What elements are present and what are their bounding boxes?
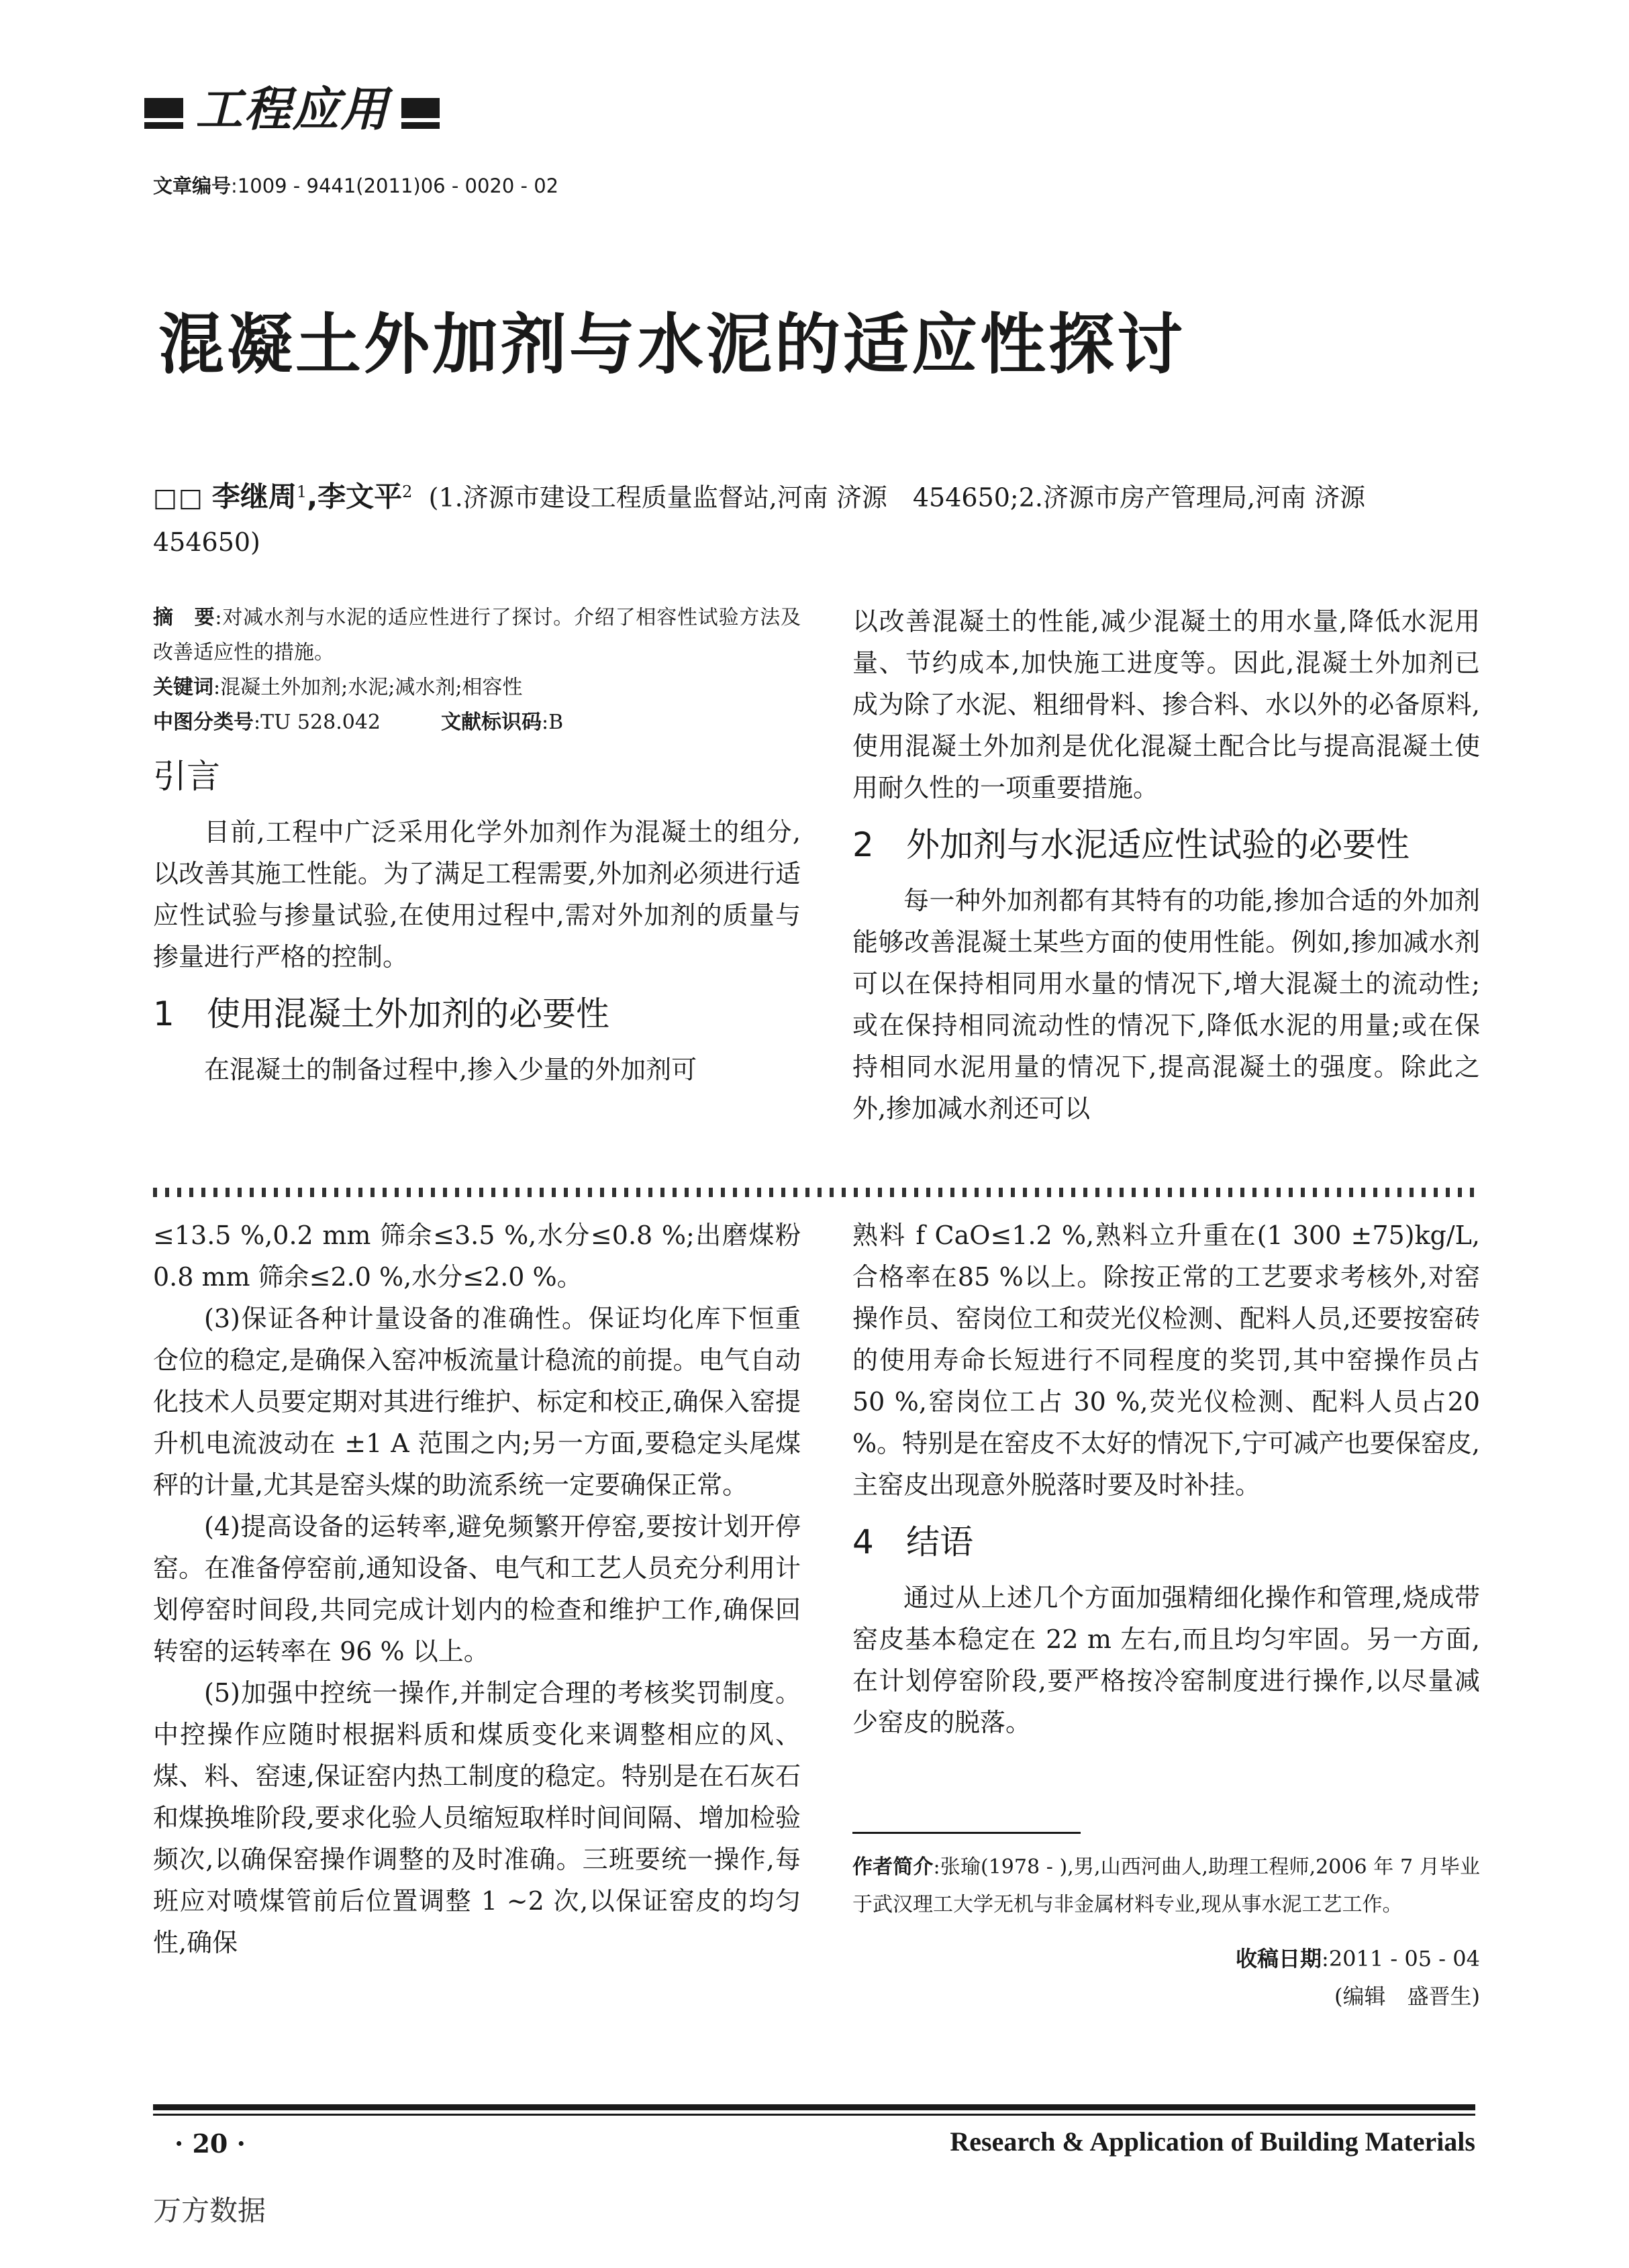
right-top-text: 以改善混凝土的性能,减少混凝土的用水量,降低水泥用量、节约成本,加快施工进度等。因此,混凝土外加剂已成为除了水泥、粗细骨料、掺合料、水以外的必备原料,使用混凝土外加剂是优化混凝土配合比与提高混凝土使用耐久性的一项重要措施。: [852, 607, 1480, 803]
heading-section-1: 1 使用混凝土外加剂的必要性: [153, 994, 609, 1033]
page-number: · 20 ·: [175, 2128, 246, 2159]
classification: 中图分类号:TU 528.042 文献标识码:B: [153, 711, 564, 734]
abstract: 摘 要:对减水剂与水泥的适应性进行了探讨。介绍了相容性试验方法及改善适应性的措施。: [153, 606, 801, 664]
lower-left-p2: (4)提高设备的运转率,避免频繁开停窑,要按计划开停窑。在准备停窑前,通知设备、电气和工艺人员充分利用计划停窑时间段,共同完成计划内的检查和维护工作,确保回转窑的运转率在 96 % 以上。: [153, 1512, 801, 1666]
lower-right-p0: 熟料 f CaO≤1.2 %,熟料立升重在(1 300 ±75)kg/L,合格率在85 %以上。除按正常的工艺要求考核外,对窑操作员、窑岗位工和荧光仪检测、配料人员,还要按窑砖的使用寿命长短进行不同程度的奖罚,其中窑操作员占 50 %,窑岗位工占 30 %,荧光仪检测、配料人员占20 %。特别是在窑皮不太好的情况下,宁可减产也要保窑皮,主窑皮出现意外脱落时要及时补挂。: [852, 1221, 1480, 1500]
upper-left-column: [153, 601, 801, 1090]
journal-name: Research & Application of Building Materials: [950, 2126, 1475, 2157]
authors-block: □□ 李继周$^1$,李文平$^2$ (1.济源市建设工程质量监督站,河南 济源 454650;2.济源市房产管理局,河南 济源 454650): [153, 480, 1391, 557]
affiliation: (1.济源市建设工程质量监督站,河南 济源 454650;2.济源市房产管理局,河南 济源 454650): [153, 482, 1391, 557]
author-name-2: ,李文平: [307, 480, 403, 513]
article-number: 文章编号:1009 - 9441(2011)06 - 0020 - 02: [153, 174, 559, 197]
lower-right-column: [852, 1215, 1480, 1743]
author-bio-block: [852, 1849, 1480, 2015]
watermark-text: 万方数据: [153, 2194, 266, 2227]
footer-rule-thick: [153, 2104, 1475, 2110]
column-header: [144, 79, 440, 140]
upper-right-column: [852, 601, 1480, 1129]
editor: (编辑 盛晋生): [1334, 1983, 1480, 2009]
bio-rule: [852, 1832, 1081, 1834]
keywords: 关键词:混凝土外加剂;水泥;减水剂;相容性: [153, 676, 523, 699]
paper-title: 混凝土外加剂与水泥的适应性探讨: [158, 306, 1186, 383]
column-label: 工程应用: [183, 81, 401, 138]
conclusion-text: 通过从上述几个方面加强精细化操作和管理,烧成带窑皮基本稳定在 22 m 左右,而且均匀牢固。另一方面,在计划停窑阶段,要严格按冷窑制度进行操作,以尽量减少窑皮的脱落。: [852, 1583, 1480, 1737]
lower-left-p1: (3)保证各种计量设备的准确性。保证均化库下恒重仓位的稳定,是确保入窑冲板流量计稳流的前提。电气自动化技术人员要定期对其进行维护、标定和校正,确保入窑提升机电流波动在 ±1 A 范围之内;另一方面,要稳定头尾煤秤的计量,尤其是窑头煤的助流系统一定要确保正常。: [153, 1304, 801, 1500]
lower-left-p3: (5)加强中控统一操作,并制定合理的考核奖罚制度。中控操作应随时根据料质和煤质变化来调整相应的风、煤、料、窑速,保证窑内热工制度的稳定。特别是在石灰石和煤换堆阶段,要求化验人员缩短取样时间间隔、增加检验频次,以确保窑操作调整的及时准确。三班要统一操作,每班应对喷煤管前后位置调整 1 ~2 次,以保证窑皮的均匀性,确保: [153, 1678, 801, 1957]
heading-section-4: 4 结语: [852, 1523, 973, 1561]
section-2-text: 每一种外加剂都有其特有的功能,掺加合适的外加剂能够改善混凝土某些方面的使用性能。例如,掺加减水剂可以在保持相同用水量的情况下,增大混凝土的流动性;或在保持相同流动性的情况下,降低水泥的用量;或在保持相同水泥用量的情况下,提高混凝土的强度。除此之外,掺加减水剂还可以: [852, 886, 1480, 1123]
author-name-1: 李继周: [211, 480, 297, 513]
section-1-text: 在混凝土的制备过程中,掺入少量的外加剂可: [204, 1055, 697, 1084]
divider-line: [153, 1188, 1475, 1197]
lower-left-p0: ≤13.5 %,0.2 mm 筛余≤3.5 %,水分≤0.8 %;出磨煤粉 0.8 mm 筛余≤2.0 %,水分≤2.0 %。: [153, 1221, 801, 1292]
lower-left-column: [153, 1215, 801, 1963]
received-date: 收稿日期:2011 - 05 - 04: [1236, 1946, 1480, 1971]
author-marker: □□: [153, 482, 204, 513]
author-bio: 作者简介:张瑜(1978 - ),男,山西河曲人,助理工程师,2006 年 7 月毕业于武汉理工大学无机与非金属材料专业,现从事水泥工艺工作。: [852, 1855, 1480, 1916]
heading-intro: 引言: [153, 757, 220, 796]
heading-section-2: 2 外加剂与水泥适应性试验的必要性: [852, 825, 1410, 864]
footer-rule-thin: [153, 2114, 1475, 2116]
intro-text: 目前,工程中广泛采用化学外加剂作为混凝土的组分,以改善其施工性能。为了满足工程需要,外加剂必须进行适应性试验与掺量试验,在使用过程中,需对外加剂的质量与掺量进行严格的控制。: [153, 817, 801, 972]
